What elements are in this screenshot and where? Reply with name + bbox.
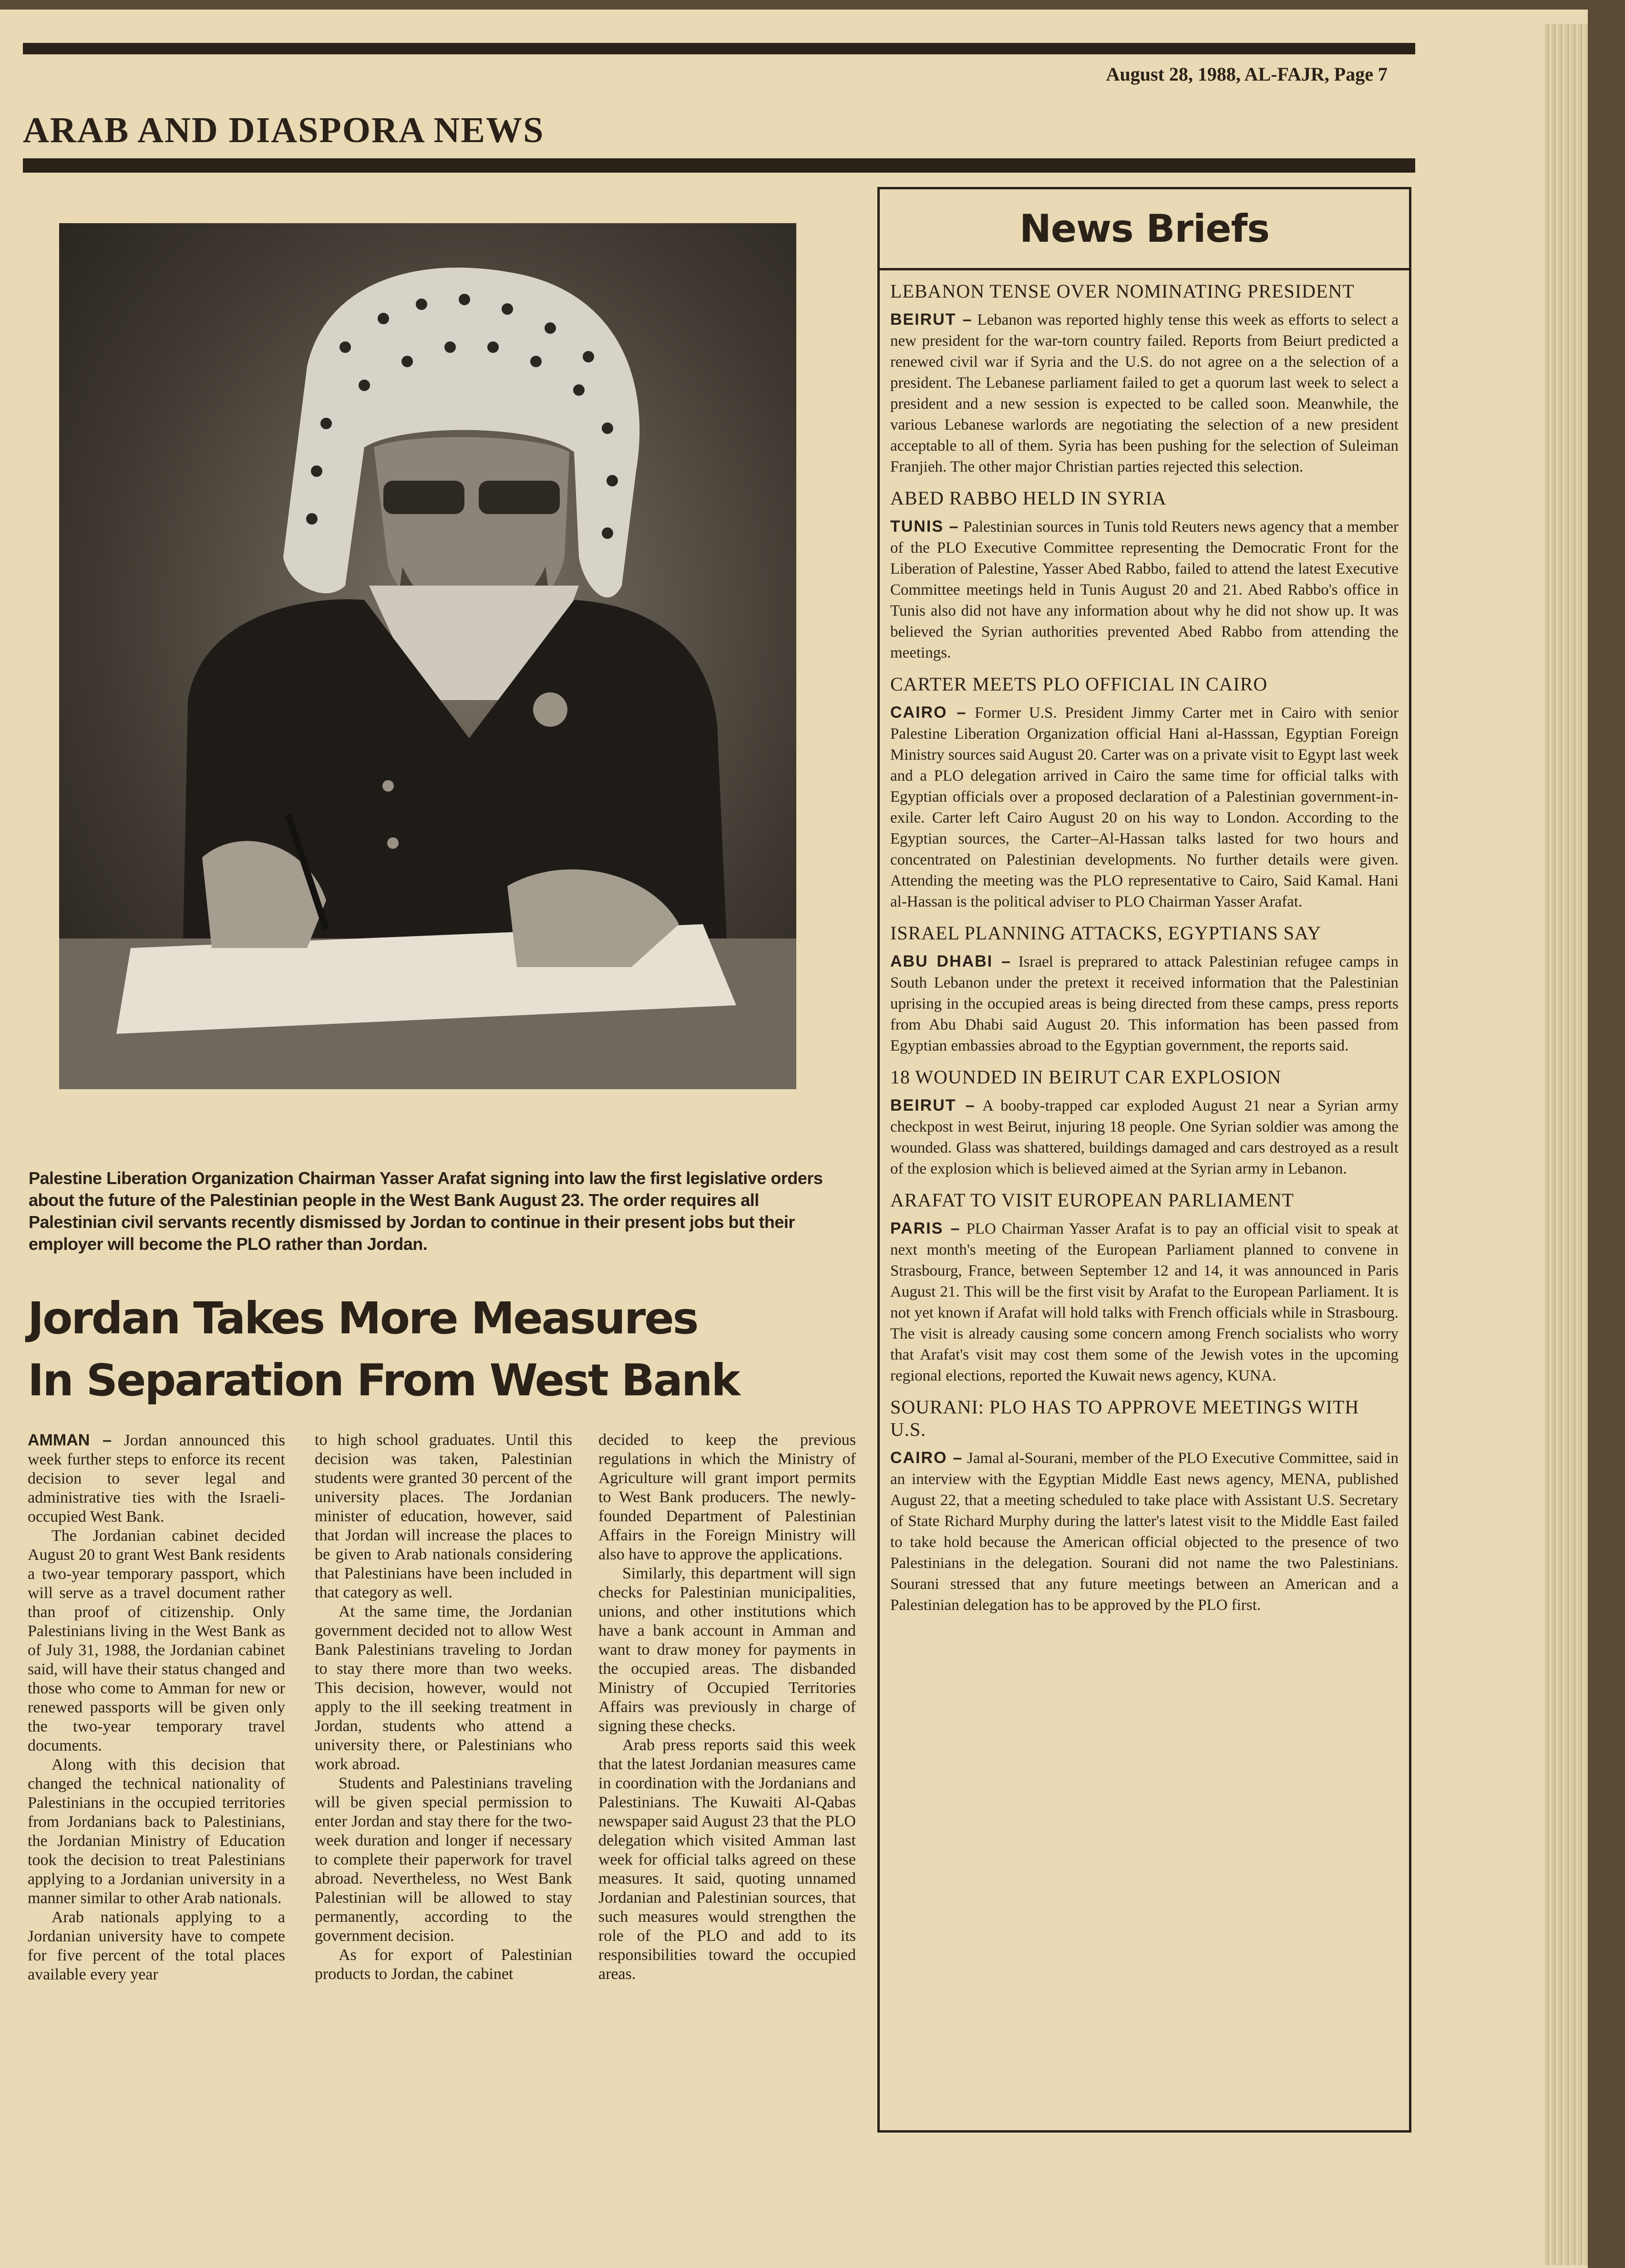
- brief-dateline: TUNIS –: [890, 517, 959, 536]
- news-briefs-title: News Briefs: [1019, 206, 1270, 251]
- brief-headline: SOURANI: PLO HAS TO APPROVE MEETINGS WITH U.S.: [890, 1396, 1359, 1440]
- news-briefs-box: [877, 187, 1411, 2133]
- briefs-divider: [880, 268, 1409, 270]
- brief-body: BEIRUT – Lebanon was reported highly tense this week as efforts to select a new president for the war-torn country failed. Reports from Beiurt predicted a renewed civil war if Syria and the U.S. do not agree on a the selection of a president. The Lebanese parliament failed to get a quorum last week to select a president and a new session is expected to be called soon. Meanwhile, the various Lebanese warlords are negotiating the selection of a new president acceptable to all of them. Syria has been pushing for the selection of Suleiman Franjieh. The other major Christian parties rejected this selection.: [890, 310, 1399, 475]
- article-paragraph: At the same time, the Jordanian government decided not to allow West Bank Palestinians traveling to Jordan to stay there more than two weeks. This decision, however, would not apply to the ill seeking treatment in Jordan, students who attend a university there, or Palestinians who work abroad.: [315, 1603, 572, 1773]
- brief-dateline: CAIRO –: [890, 703, 967, 722]
- brief-item: [890, 1189, 1399, 1386]
- brief-body: CAIRO – Former U.S. President Jimmy Carter met in Cairo with senior Palestine Liberation Organization official Hani al-Hasssan, Egyptian Foreign Ministry sources said August 20. Carter was on a private visit to Egypt last week and a PLO delegation arrived in Cairo the same time for official talks with Egyptian officials over a proposed declaration of a Palestinian government-in-exile. Carter left Cairo August 20 on his way to London. According to the Egyptian sources, the Carter–Al-Hassan talks lasted for two hours and concentrated on Palestinian developments. No further details were given. Attending the meeting was the PLO representative to Cairo, Said Kamal. Hani al-Hassan is the political adviser to PLO Chairman Yasser Arafat.: [890, 703, 1399, 910]
- headline-line-2: In Separation From West Bank: [28, 1355, 739, 1406]
- article-paragraph: Along with this decision that changed the technical nationality of Palestinians in the occupied territories from Jordanians back to Palestinians, the Jordanian Ministry of Education took the decision to treat Palestinians applying to a Jordanian university in a manner similar to other Arab nationals.: [28, 1756, 285, 1907]
- section-title: ARAB AND DIASPORA NEWS: [23, 110, 545, 150]
- article-column-1: [28, 1431, 285, 1984]
- brief-body: CAIRO – Jamal al-Sourani, member of the PLO Executive Committee, said in an interview with the Egyptian Middle East news agency, MENA, published August 22, that a meeting scheduled to take place with Assistant U.S. Secretary of State Richard Murphy during the latter's latest visit to the Middle East failed to take hold because the American official objected to the presence of two Palestinians in the delegation. Sourani did not name the two Palestinians. Sourani stressed that any future meetings between an American and a Palestinian delegation has to be approved by the PLO first.: [890, 1449, 1399, 1614]
- brief-headline: ISRAEL PLANNING ATTACKS, EGYPTIANS SAY: [890, 922, 1322, 944]
- brief-item: [890, 922, 1399, 1056]
- brief-dateline: BEIRUT –: [890, 1096, 976, 1114]
- bound-page-edges: [1545, 24, 1588, 2265]
- brief-dateline: BEIRUT –: [890, 310, 973, 329]
- photo-illustration: [59, 223, 796, 1089]
- photo-caption: Palestine Liberation Organization Chairman Yasser Arafat signing into law the first legislative orders about the future of the Palestinian people in the West Bank August 23. The order requires all Palestinian civil servants recently dismissed by Jordan to continue in their present jobs but their employer will become the PLO rather than Jordan.: [29, 1168, 823, 1254]
- article-paragraph: to high school graduates. Until this decision was taken, Palestinian students were granted 30 percent of the university places. The Jordanian minister of education, however, said that Jordan will increase the places to be given to Arab nationals considering that Palestinians have been included in that category as well.: [315, 1431, 572, 1601]
- brief-body: ABU DHABI – Israel is preprared to attack Palestinian refugee camps in South Lebanon under the pretext it received information that the Palestinian uprising in the occupied areas is being directed from these camps, press reports from Abu Dhabi said August 20. This information has been passed from Egyptian embassies abroad to the Egyptian government, the reports said.: [890, 952, 1399, 1054]
- brief-headline: 18 WOUNDED IN BEIRUT CAR EXPLOSION: [890, 1066, 1282, 1088]
- article-paragraph: Similarly, this department will sign checks for Palestinian municipalities, unions, and other institutions which have a bank account in Amman and want to draw money for payments in the occupied areas. The disbanded Ministry of Occupied Territories Affairs was previously in charge of signing these checks.: [598, 1565, 856, 1735]
- brief-body: BEIRUT – A booby-trapped car exploded August 21 near a Syrian army checkpost in west Beirut, injuring 18 people. One Syrian soldier was among the wounded. Glass was shattered, buildings damaged and cars destroyed as a result of the explosion which is believed aimed at the Syrian army in Lebanon.: [890, 1096, 1399, 1177]
- article-paragraph: Students and Palestinians traveling will be given special permission to enter Jordan and stay there for the two-week duration and longer if necessary to complete their paperwork for travel abroad. Nevertheless, no West Bank Palestinian will be allowed to stay permanently, according to the government decision.: [315, 1774, 572, 1945]
- newspaper-page: [0, 10, 1588, 2268]
- brief-headline: LEBANON TENSE OVER NOMINATING PRESIDENT: [890, 280, 1355, 302]
- brief-dateline: CAIRO –: [890, 1449, 963, 1467]
- article-paragraph: Arab nationals applying to a Jordanian university have to compete for five percent of the total places available every year: [28, 1908, 285, 1983]
- brief-item: [890, 280, 1399, 477]
- brief-item: [890, 487, 1399, 663]
- page-folio: August 28, 1988, AL-FAJR, Page 7: [1106, 63, 1388, 85]
- section-rule: [23, 158, 1415, 173]
- arafat-photo: [59, 223, 796, 1089]
- brief-item: [890, 1066, 1399, 1179]
- brief-headline: CARTER MEETS PLO OFFICIAL IN CAIRO: [890, 673, 1268, 695]
- article-dateline: AMMAN –: [28, 1431, 112, 1449]
- article-column-3: [598, 1431, 856, 1984]
- headline-line-1: Jordan Takes More Measures: [28, 1293, 698, 1344]
- article-paragraph: Arab press reports said this week that the latest Jordanian measures came in coordination with the Jordanians and Palestinians. The Kuwaiti Al-Qabas newspaper said August 23 that the PLO delegation which visited Amman last week for official talks agreed on these measures. It said, quoting unnamed Jordanian and Palestinian sources, that such measures would strengthen the role of the PLO and add to its responsibilities toward the occupied areas.: [598, 1736, 856, 1983]
- brief-item: [890, 1396, 1399, 1616]
- article-paragraph: decided to keep the previous regulations in which the Ministry of Agriculture will grant import permits to West Bank producers. The newly-founded Department of Palestinian Affairs in the Foreign Ministry will also have to approve the applications.: [598, 1431, 856, 1563]
- brief-body: TUNIS – Palestinian sources in Tunis told Reuters news agency that a member of the PLO Executive Committee representing the Democratic Front for the Liberation of Palestine, Yasser Abed Rabbo, failed to attend the latest Executive Committee meetings held in Tunis August 20 and 21. Abed Rabbo's office in Tunis also did not have any information about why he did not show up. It was believed the Syrian authorities prevented Abed Rabbo from attending the meetings.: [890, 517, 1399, 661]
- article-paragraph: AMMAN – Jordan announced this week further steps to enforce its recent decision to sever legal and administrative ties with the Israeli-occupied West Bank.: [28, 1431, 285, 1526]
- article-paragraph: The Jordanian cabinet decided August 20 to grant West Bank residents a two-year temporary passport, which will serve as a travel document rather than proof of citizenship. Only Palestinians living in the West Bank as of July 31, 1988, the Jordanian cabinet said, will have their status changed and those who come to Amman for new or renewed passports will be given only the two-year temporary travel documents.: [28, 1527, 285, 1754]
- brief-headline: ABED RABBO HELD IN SYRIA: [890, 487, 1167, 509]
- top-rule: [23, 43, 1415, 54]
- article-column-2: [315, 1431, 572, 1984]
- brief-dateline: PARIS –: [890, 1219, 961, 1237]
- article-paragraph: As for export of Palestinian products to Jordan, the cabinet: [315, 1946, 572, 1983]
- brief-item: [890, 673, 1399, 912]
- brief-body: PARIS – PLO Chairman Yasser Arafat is to pay an official visit to speak at next month's meeting of the European Parliament planned to convene in Strasbourg, France, between September 12 and 14, it was announced in Paris August 21. This will be the first visit by Arafat to the European Parliament. It is not yet known if Arafat will hold talks with French officials while in Strasbourg. The visit is already causing some concern among French socialists who worry that Arafat's visit may cost them some of the Jewish votes in the upcoming regional elections, reported the Kuwait news agency, KUNA.: [890, 1219, 1399, 1384]
- article-headline: [28, 1288, 838, 1412]
- brief-headline: ARAFAT TO VISIT EUROPEAN PARLIAMENT: [890, 1189, 1294, 1211]
- brief-dateline: ABU DHABI –: [890, 952, 1011, 970]
